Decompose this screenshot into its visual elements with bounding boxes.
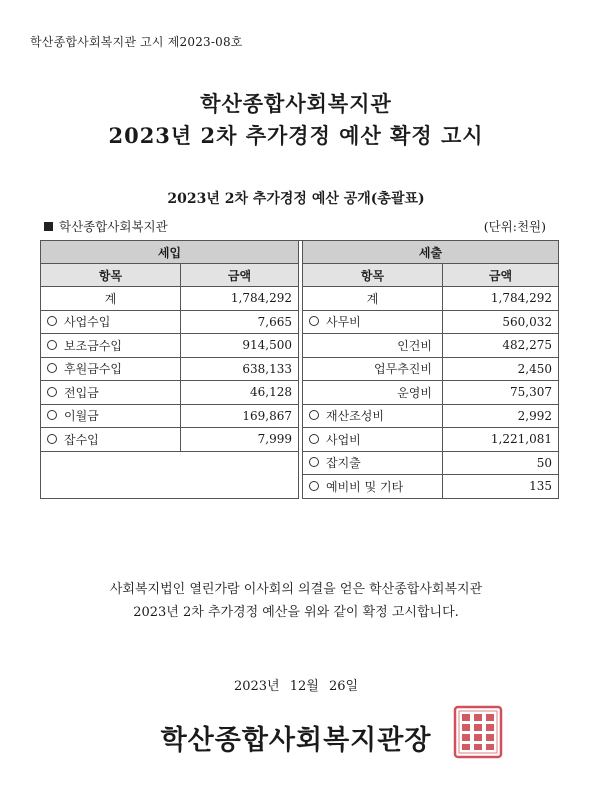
signer-title: 학산종합사회복지관장 (160, 725, 432, 756)
expense-amount: 75,307 (443, 381, 559, 405)
document-title-line2: 2023년 2차 추가경정 예산 확정 고시 (108, 123, 484, 148)
expense-item: 예비비 및 기타 (303, 475, 443, 499)
revenue-item: 사업수입 (41, 310, 181, 334)
table-row (41, 310, 559, 334)
table-row (41, 404, 559, 428)
revenue-amount: 46,128 (181, 381, 299, 405)
notice-date: 2023년 12월 26일 (233, 679, 359, 694)
expense-total-label: 계 (303, 287, 443, 311)
revenue-amount: 914,500 (181, 334, 299, 358)
revenue-item-header: 항목 (41, 264, 181, 287)
table-row (41, 451, 559, 475)
notice-number: 학산종합사회복지관 고시 제2023-08호 (30, 35, 243, 49)
revenue-amount: 169,867 (181, 404, 299, 428)
expense-item: 사업비 (303, 428, 443, 452)
revenue-total-amount: 1,784,292 (181, 287, 299, 311)
expense-amount: 135 (443, 475, 559, 499)
expense-amount: 2,450 (443, 357, 559, 381)
budget-summary-table (40, 240, 559, 499)
expense-item: 잡지출 (303, 451, 443, 475)
circle-bullet-icon (309, 316, 319, 326)
table-row (41, 357, 559, 381)
expense-subitem: 업무추진비 (303, 357, 443, 381)
circle-bullet-icon (309, 457, 319, 467)
document-title-line1: 학산종합사회복지관 (200, 91, 392, 116)
closing-text-line1: 사회복지법인 열린가람 이사회의 의결을 얻은 학산종합사회복지관 (109, 582, 483, 597)
table-header-row (41, 241, 559, 264)
revenue-item: 전입금 (41, 381, 181, 405)
expense-amount: 1,221,081 (443, 428, 559, 452)
revenue-header: 세입 (41, 241, 299, 264)
circle-bullet-icon (47, 410, 57, 420)
revenue-item: 보조금수입 (41, 334, 181, 358)
circle-bullet-icon (47, 363, 57, 373)
circle-bullet-icon (47, 387, 57, 397)
revenue-amount: 7,665 (181, 310, 299, 334)
table-subheader-row (41, 264, 559, 287)
revenue-total-label: 계 (41, 287, 181, 311)
unit-label: (단위:천원) (483, 219, 546, 234)
circle-bullet-icon (47, 434, 57, 444)
org-name: 학산종합사회복지관 (59, 219, 168, 234)
revenue-item: 이월금 (41, 404, 181, 428)
table-row (41, 334, 559, 358)
table-row (41, 381, 559, 405)
expense-subitem: 인건비 (303, 334, 443, 358)
empty-revenue-cell (41, 451, 299, 498)
table-subtitle: 2023년 2차 추가경정 예산 공개(총괄표) (167, 191, 425, 207)
table-row (41, 428, 559, 452)
expense-amount: 2,992 (443, 404, 559, 428)
revenue-item: 잡수입 (41, 428, 181, 452)
expense-item-header: 항목 (303, 264, 443, 287)
expense-header: 세출 (303, 241, 559, 264)
revenue-amount: 638,133 (181, 357, 299, 381)
org-line (44, 217, 168, 235)
expense-subitem: 운영비 (303, 381, 443, 405)
revenue-amount-header: 금액 (181, 264, 299, 287)
circle-bullet-icon (47, 340, 57, 350)
expense-amount: 560,032 (443, 310, 559, 334)
total-row (41, 287, 559, 311)
circle-bullet-icon (309, 410, 319, 420)
expense-amount-header: 금액 (443, 264, 559, 287)
circle-bullet-icon (309, 481, 319, 491)
expense-amount: 482,275 (443, 334, 559, 358)
closing-text-line2: 2023년 2차 추가경정 예산을 위와 같이 확정 고시합니다. (133, 605, 459, 620)
revenue-item: 후원금수입 (41, 357, 181, 381)
revenue-amount: 7,999 (181, 428, 299, 452)
expense-item: 사무비 (303, 310, 443, 334)
circle-bullet-icon (309, 434, 319, 444)
circle-bullet-icon (47, 316, 57, 326)
expense-item: 재산조성비 (303, 404, 443, 428)
expense-amount: 50 (443, 451, 559, 475)
expense-total-amount: 1,784,292 (443, 287, 559, 311)
official-seal-stamp (452, 704, 504, 760)
square-bullet-icon (44, 222, 53, 231)
